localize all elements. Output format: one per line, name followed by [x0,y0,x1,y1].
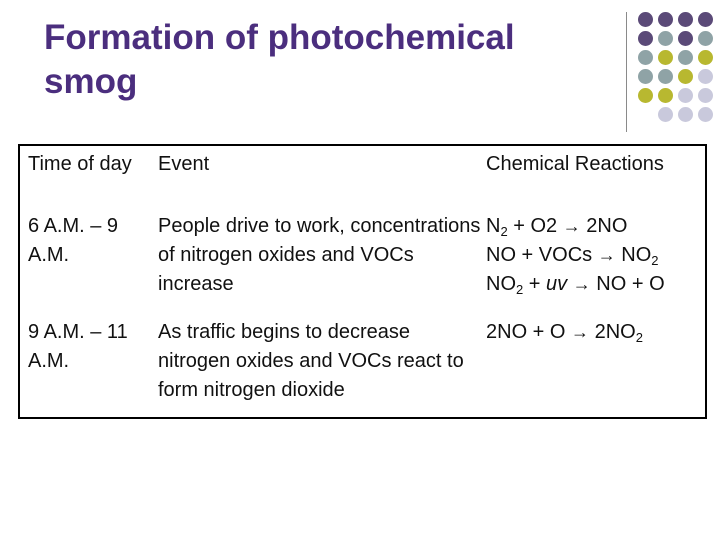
row2-reactions [486,318,706,348]
reaction-text: 2NO + O [486,321,572,343]
slide-title: Formation of photochemical smog [44,18,515,101]
header-time: Time of day [28,153,132,175]
row2-event: As traffic begins to decrease nitrogen oxides and VOCs react to form nitrogen dioxide [158,321,464,401]
dot [658,12,673,27]
dot [638,31,653,46]
dot [638,50,653,65]
reaction-text: NO [486,273,516,295]
reaction-line [486,270,665,304]
reaction-text: + O2 [507,215,563,237]
dot [658,88,673,103]
subscript: 2 [500,224,508,239]
arrow-icon: → [597,245,616,265]
dot [698,107,713,122]
dot [698,50,713,65]
subscript: 2 [516,282,524,297]
dot [678,12,693,27]
dot [638,88,653,103]
reaction-text: NO + VOCs [486,244,598,266]
dot [678,69,693,84]
header-reactions: Chemical Reactions [486,153,664,175]
row1-time: 6 A.M. – 9 A.M. [28,215,119,266]
decorative-dot-grid [638,12,718,122]
dot [638,12,653,27]
row1-event: People drive to work, concentrations of nitrogen oxides and VOCs increase [158,215,481,295]
subscript: 2 [651,253,659,268]
row1-reactions [486,212,706,302]
reaction-text: 2NO [589,321,636,343]
dot [698,12,713,27]
reaction-text: + uv [523,273,568,295]
reaction-line [486,318,643,352]
header-event: Event [158,153,210,175]
smog-table [18,144,707,419]
dot [698,88,713,103]
dot [678,31,693,46]
dot [658,31,673,46]
dot [658,107,673,122]
arrow-icon: → [572,274,591,294]
dot [658,50,673,65]
dot [678,50,693,65]
dot [658,69,673,84]
row2-time: 9 A.M. – 11 A.M. [28,321,128,372]
uv-term: uv [546,273,568,295]
dot [698,31,713,46]
arrow-icon: → [562,216,581,236]
title-divider [626,12,627,132]
dot [678,107,693,122]
reaction-text: NO + O [590,273,665,295]
dot [698,69,713,84]
arrow-icon: → [571,322,590,342]
subscript: 2 [635,330,643,345]
reaction-text: 2NO [580,215,628,237]
reaction-text: NO [615,244,652,266]
dot [638,69,653,84]
reaction-text: N [486,215,501,237]
dot [678,88,693,103]
